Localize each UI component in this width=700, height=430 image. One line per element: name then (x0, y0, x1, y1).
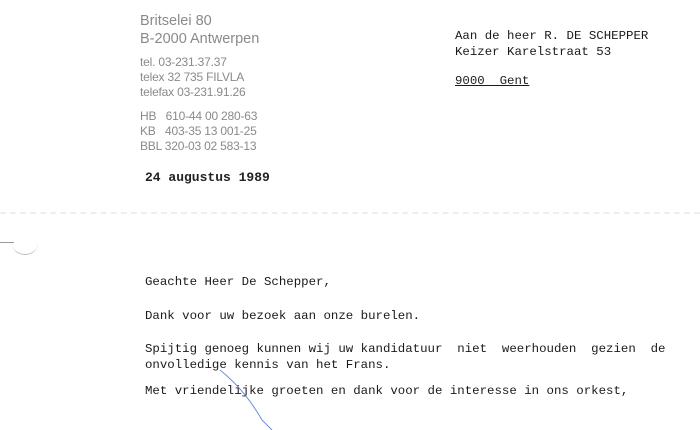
letterhead-bank-hb: HB 610-44 00 280-63 (140, 109, 258, 123)
letterhead-telefax: telefax 03-231.91.26 (140, 85, 246, 99)
letterhead-bank-bbl: BBL 320-03 02 583-13 (140, 139, 257, 153)
letter-date: 24 augustus 1989 (145, 170, 270, 185)
paragraph-2-line-2: onvolledige kennis van het Frans. (145, 358, 391, 372)
closing: Met vriendelijke groeten en dank voor de interesse in ons orkest, (145, 384, 629, 398)
letterhead-tel: tel. 03-231.37.37 (140, 55, 227, 69)
paragraph-2-line-1: Spijtig genoeg kunnen wij uw kandidatuur niet weerhouden gezien de (145, 342, 666, 356)
letterhead-telex: telex 32 735 FILVLA (140, 70, 245, 84)
salutation: Geachte Heer De Schepper, (145, 275, 331, 289)
letterhead-city: B-2000 Antwerpen (140, 31, 260, 47)
recipient-city: 9000 Gent (455, 74, 530, 88)
recipient-name: Aan de heer R. DE SCHEPPER (455, 29, 649, 43)
paragraph-1: Dank voor uw bezoek aan onze burelen. (145, 309, 421, 323)
letterhead-street: Britselei 80 (140, 13, 212, 29)
letterhead-bank-kb: KB 403-35 13 001-25 (140, 124, 257, 138)
recipient-street: Keizer Karelstraat 53 (455, 45, 612, 59)
